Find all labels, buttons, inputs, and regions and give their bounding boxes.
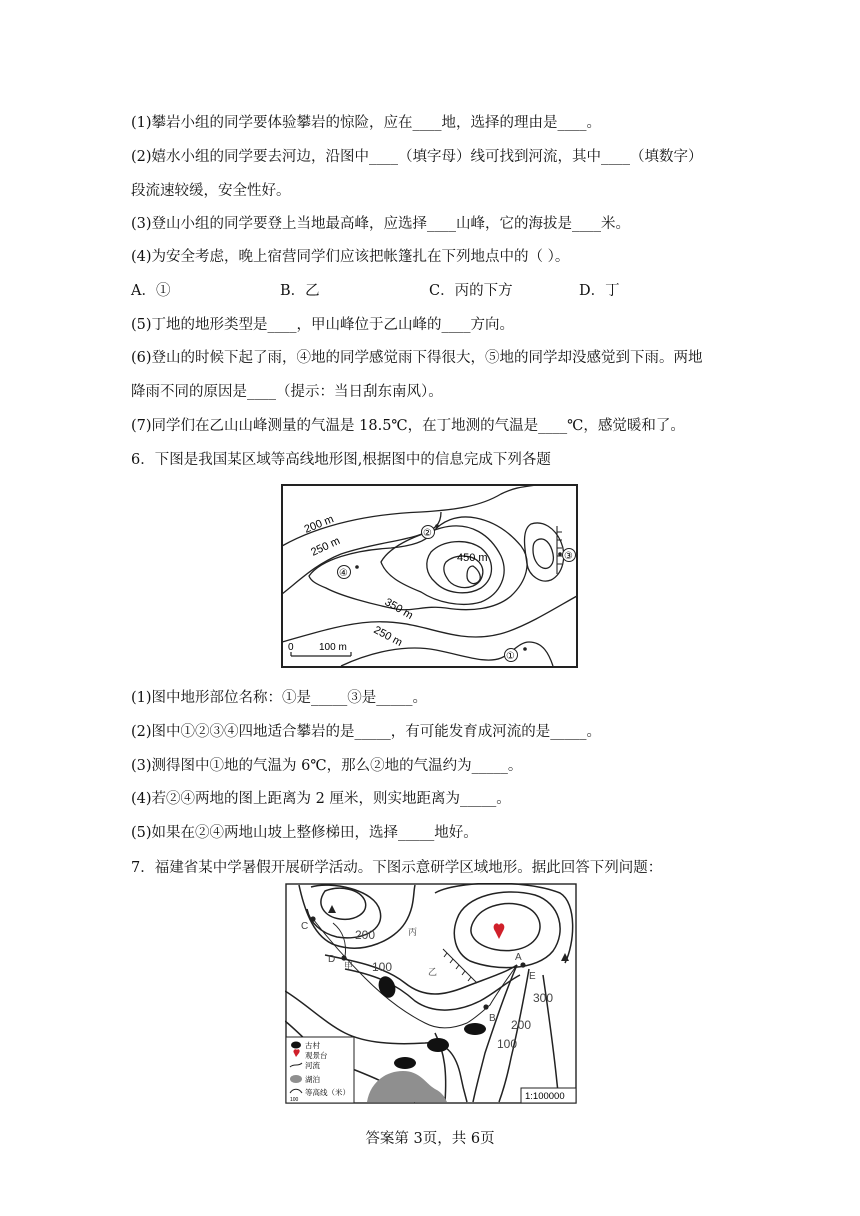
q6-title: 6．下图是我国某区域等高线地形图,根据图中的信息完成下列各题 xyxy=(131,452,551,468)
contour-label-300-e: 300 xyxy=(533,991,554,1005)
q5-line-5: (4)为安全考虑，晚上宿营同学们应该把帐篷扎在下列地点中的（ ）。 xyxy=(131,249,570,265)
q6-question-3: (3)测得图中①地的气温为 6℃，那么②地的气温约为_____。 xyxy=(131,758,523,774)
q5-line-8: 降雨不同的原因是____（提示：当日刮东南风）。 xyxy=(131,384,443,400)
point-4-label: ④ xyxy=(339,568,348,579)
place-yi: 乙 xyxy=(428,967,438,977)
legend-contour: 等高线（米） xyxy=(305,1088,350,1097)
village-3 xyxy=(427,1038,449,1052)
q6-question-4: (4)若②④两地的图上距离为 2 厘米，则实地距离为_____。 xyxy=(131,791,511,807)
q6-question-1: (1)图中地形部位名称：①是_____③是_____。 xyxy=(131,690,428,706)
contour-label-100-w: 100 xyxy=(372,960,393,974)
label-450m: 450 m xyxy=(457,552,488,564)
option-c: C．丙的下方 xyxy=(429,283,513,299)
scale-text: 1:100000 xyxy=(525,1091,565,1102)
letter-b: B xyxy=(489,1013,496,1024)
point-1-label: ① xyxy=(506,651,515,662)
page-footer: 答案第 3页，共 6页 xyxy=(365,1131,495,1147)
place-jia: 甲 xyxy=(344,961,354,971)
q5-line-4: (3)登山小组的同学要登上当地最高峰，应选择____山峰，它的海拔是____米。 xyxy=(131,216,631,232)
letter-c: C xyxy=(301,921,309,932)
legend-river: 河流 xyxy=(305,1061,320,1070)
dot-1 xyxy=(523,647,527,651)
q5-line-7: (6)登山的时候下起了雨，④地的同学感觉雨下得很大，⑤地的同学却没感觉到下雨。两地 xyxy=(131,350,703,366)
dot-4 xyxy=(355,565,359,569)
legend-village: 古村 xyxy=(305,1041,320,1050)
point-3-label: ③ xyxy=(564,551,573,562)
contour-label-100-s: 100 xyxy=(497,1037,518,1051)
q6-question-2: (2)图中①②③④四地适合攀岩的是_____，有可能发育成河流的是_____。 xyxy=(131,724,602,740)
dot-2 xyxy=(435,524,439,528)
letter-e: E xyxy=(529,971,536,982)
option-b: B．乙 xyxy=(280,283,320,299)
dot-3 xyxy=(558,552,562,556)
point-2-label: ② xyxy=(423,528,432,539)
q5-line-2: (2)嬉水小组的同学要去河边，沿图中____（填字母）线可找到河流，其中____（填数字） xyxy=(131,149,703,165)
letter-a: A xyxy=(515,952,522,963)
point-b xyxy=(483,1004,488,1009)
label-200m: 200 m xyxy=(302,513,336,536)
place-bing: 丙 xyxy=(408,927,418,937)
letter-d: D xyxy=(328,954,336,965)
label-350m: 350 m xyxy=(382,596,415,622)
scale-zero: 0 xyxy=(288,642,294,653)
village-4 xyxy=(394,1057,416,1069)
contour-map-q6 xyxy=(281,484,578,668)
contour-label-200-nw: 200 xyxy=(355,928,376,942)
legend-lake: 湖泊 xyxy=(305,1075,320,1084)
q5-line-3: 段流速较缓，安全性好。 xyxy=(131,183,291,199)
contour-label-200-e: 200 xyxy=(511,1018,532,1032)
legend-contour-num: 100 xyxy=(290,1097,299,1103)
point-c xyxy=(310,916,315,921)
legend-lake-icon xyxy=(290,1075,302,1083)
point-a xyxy=(520,962,525,967)
scale-label: 100 m xyxy=(319,642,347,653)
option-a: A．① xyxy=(131,283,171,299)
topo-map-q7 xyxy=(285,883,577,1104)
label-250m-upper: 250 m xyxy=(309,534,342,559)
legend-village-icon xyxy=(291,1042,301,1049)
legend-viewpoint: 观景台 xyxy=(305,1051,328,1060)
q5-line-1: (1)攀岩小组的同学要体验攀岩的惊险，应在____地，选择的理由是____。 xyxy=(131,115,602,131)
q5-line-9: (7)同学们在乙山山峰测量的气温是 18.5℃，在丁地测的气温是____℃，感觉暖和了。 xyxy=(131,418,685,434)
option-d: D．丁 xyxy=(579,283,620,299)
q5-line-6: (5)丁地的地形类型是____，甲山峰位于乙山峰的____方向。 xyxy=(131,317,515,333)
point-d xyxy=(341,955,346,960)
label-250m-lower: 250 m xyxy=(371,624,405,650)
q7-title: 7．福建省某中学暑假开展研学活动。下图示意研学区域地形。据此回答下列问题： xyxy=(131,860,663,876)
q6-question-5: (5)如果在②④两地山坡上整修梯田，选择_____地好。 xyxy=(131,825,478,841)
village-2 xyxy=(464,1023,486,1035)
